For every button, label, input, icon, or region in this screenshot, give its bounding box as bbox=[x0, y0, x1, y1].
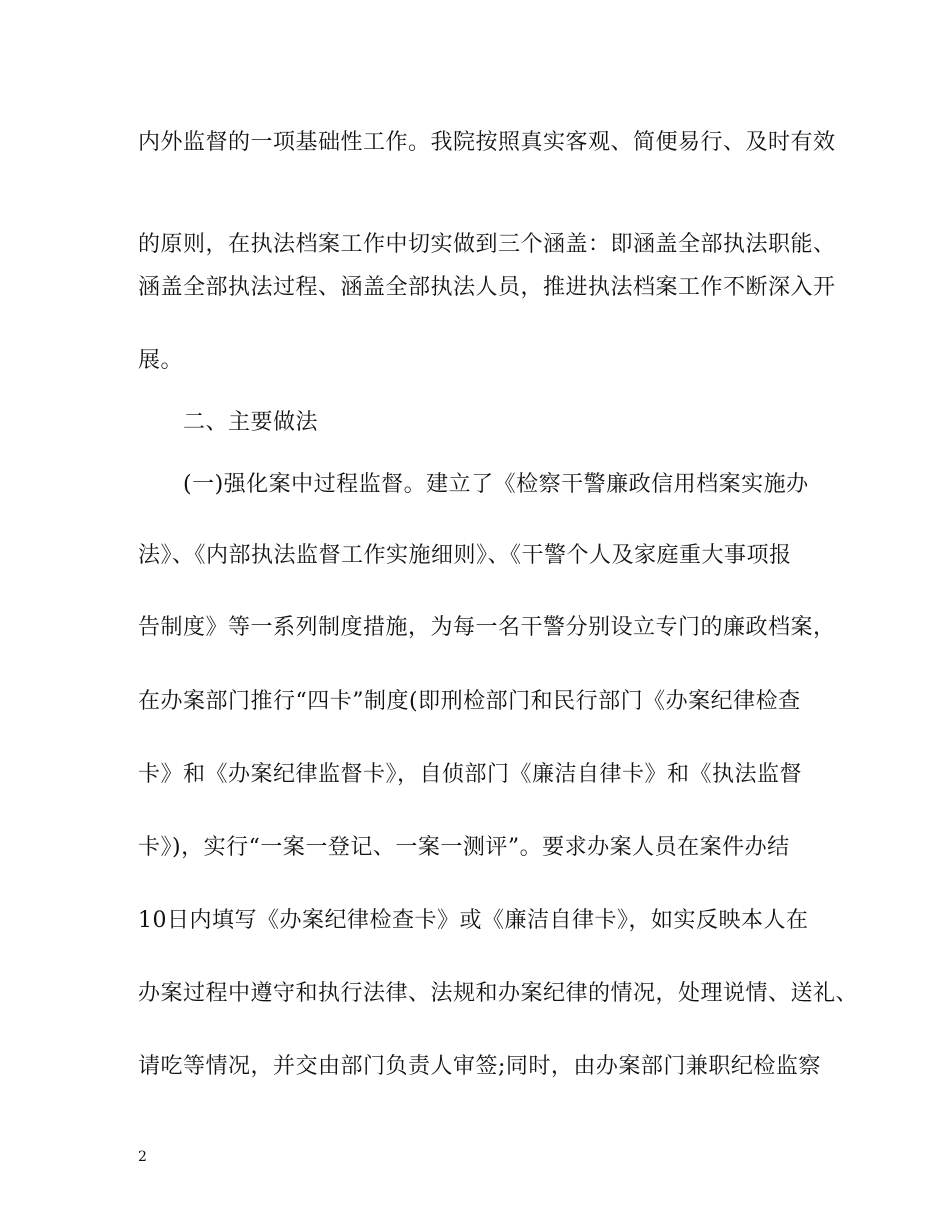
body-text-line: 展。 bbox=[138, 348, 184, 373]
body-text-line: 的原则，在执法档案工作中切实做到三个涵盖：即涵盖全部执法职能、 bbox=[138, 232, 836, 257]
body-text-line: 10日内填写《办案纪律检查卡》或《廉洁自律卡》，如实反映本人在 bbox=[138, 908, 809, 933]
body-text-line: (一)强化案中过程监督。建立了《检察干警廉政信用档案实施办 bbox=[183, 472, 809, 497]
body-text-line: 卡》)，实行“一案一登记、一案一测评”。要求办案人员在案件办结 bbox=[138, 835, 790, 860]
body-text-line: 涵盖全部执法过程、涵盖全部执法人员，推进执法档案工作不断深入开 bbox=[138, 275, 836, 300]
page-number: 2 bbox=[138, 1149, 147, 1165]
body-text-line: 告制度》等一系列制度措施，为每一名干警分别设立专门的廉政档案， bbox=[138, 615, 836, 640]
body-text-line: 法》、《内部执法监督工作实施细则》、《干警个人及家庭重大事项报 bbox=[138, 543, 792, 568]
body-text-line: 内外监督的一项基础性工作。我院按照真实客观、简便易行、及时有效 bbox=[138, 130, 836, 155]
section-heading: 二、主要做法 bbox=[183, 410, 319, 435]
body-text-line: 卡》和《办案纪律监督卡》，自侦部门《廉洁自律卡》和《执法监督 bbox=[138, 762, 803, 787]
body-text-line: 请吃等情况，并交由部门负责人审签;同时，由办案部门兼职纪检监察 bbox=[138, 1054, 821, 1079]
body-text-line: 在办案部门推行“四卡”制度(即刑检部门和民行部门《办案纪律检查 bbox=[138, 689, 801, 714]
body-text-line: 办案过程中遵守和执行法律、法规和办案纪律的情况，处理说情、送礼、 bbox=[138, 981, 859, 1006]
